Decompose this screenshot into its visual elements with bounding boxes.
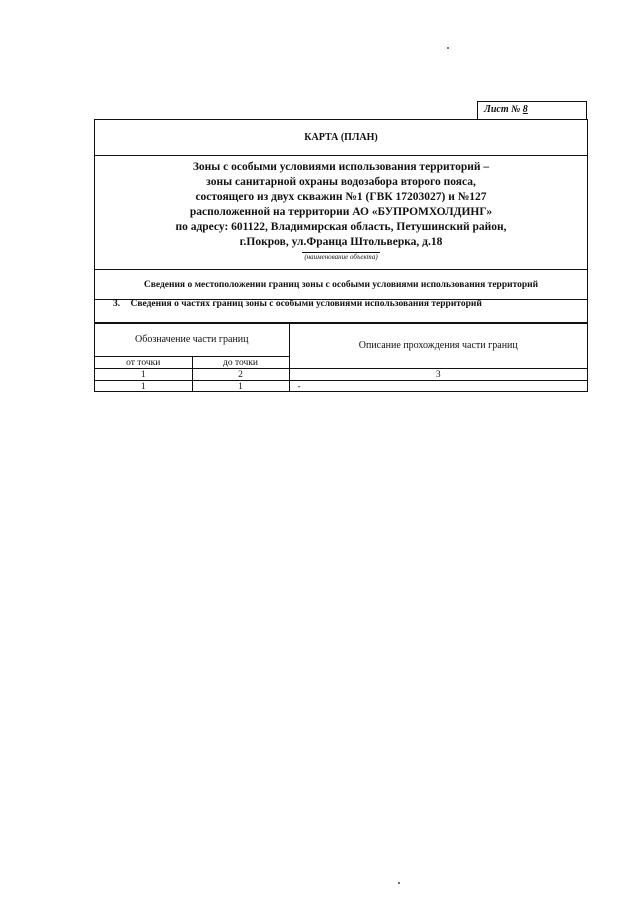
parts-heading [95,286,587,323]
numbering-cell: 1 [95,369,192,381]
object-line: по адресу: 601122, Владимирская область, Петушинский район, [175,221,507,233]
numbering-cell: 3 [289,369,587,381]
sub-from-header: от точки [95,357,192,369]
table-header-row [95,324,587,357]
sub-to-header: до точки [192,357,289,369]
col-designation-header: Обозначение части границ [95,324,289,357]
numbering-cell: 2 [192,369,289,381]
parts-index: 3. [113,299,121,309]
col-description-header: Описание прохождения части границ [289,324,587,369]
scan-speck [398,882,400,884]
sheet-number: 8 [522,104,528,115]
to-point-cell: 1 [192,381,289,393]
table-numbering-row [95,369,587,381]
object-line: состоящего из двух скважин №1 (ГВК 17203027) и №127 [195,191,487,203]
document-title: КАРТА (ПЛАН) [95,120,587,156]
table-row [95,381,587,393]
document-frame [94,119,588,392]
boundary-parts-table [95,323,587,392]
object-line: расположенной на территории АО «БУПРОМХОЛДИНГ» [189,206,493,218]
object-line: г.Покров, ул.Франца Штольверка, д.18 [239,236,443,248]
scan-speck [447,47,449,49]
sheet-number-box [477,101,587,119]
parts-heading-text: Сведения о частях границ зоны с особыми условиями использования территорий [130,299,482,309]
object-description [95,156,587,270]
from-point-cell: 1 [95,381,192,393]
object-line: зоны санитарной охраны водозабора второго пояса, [206,176,476,188]
object-line: Зоны с особыми условиями использования территорий – [192,161,490,173]
sheet-label: Лист № [484,104,521,115]
location-heading: Сведения о местоположении границ зоны с особыми условиями использования территорий [95,270,587,300]
object-caption: (наименование объекта) [304,253,378,261]
description-cell: - [289,381,587,393]
